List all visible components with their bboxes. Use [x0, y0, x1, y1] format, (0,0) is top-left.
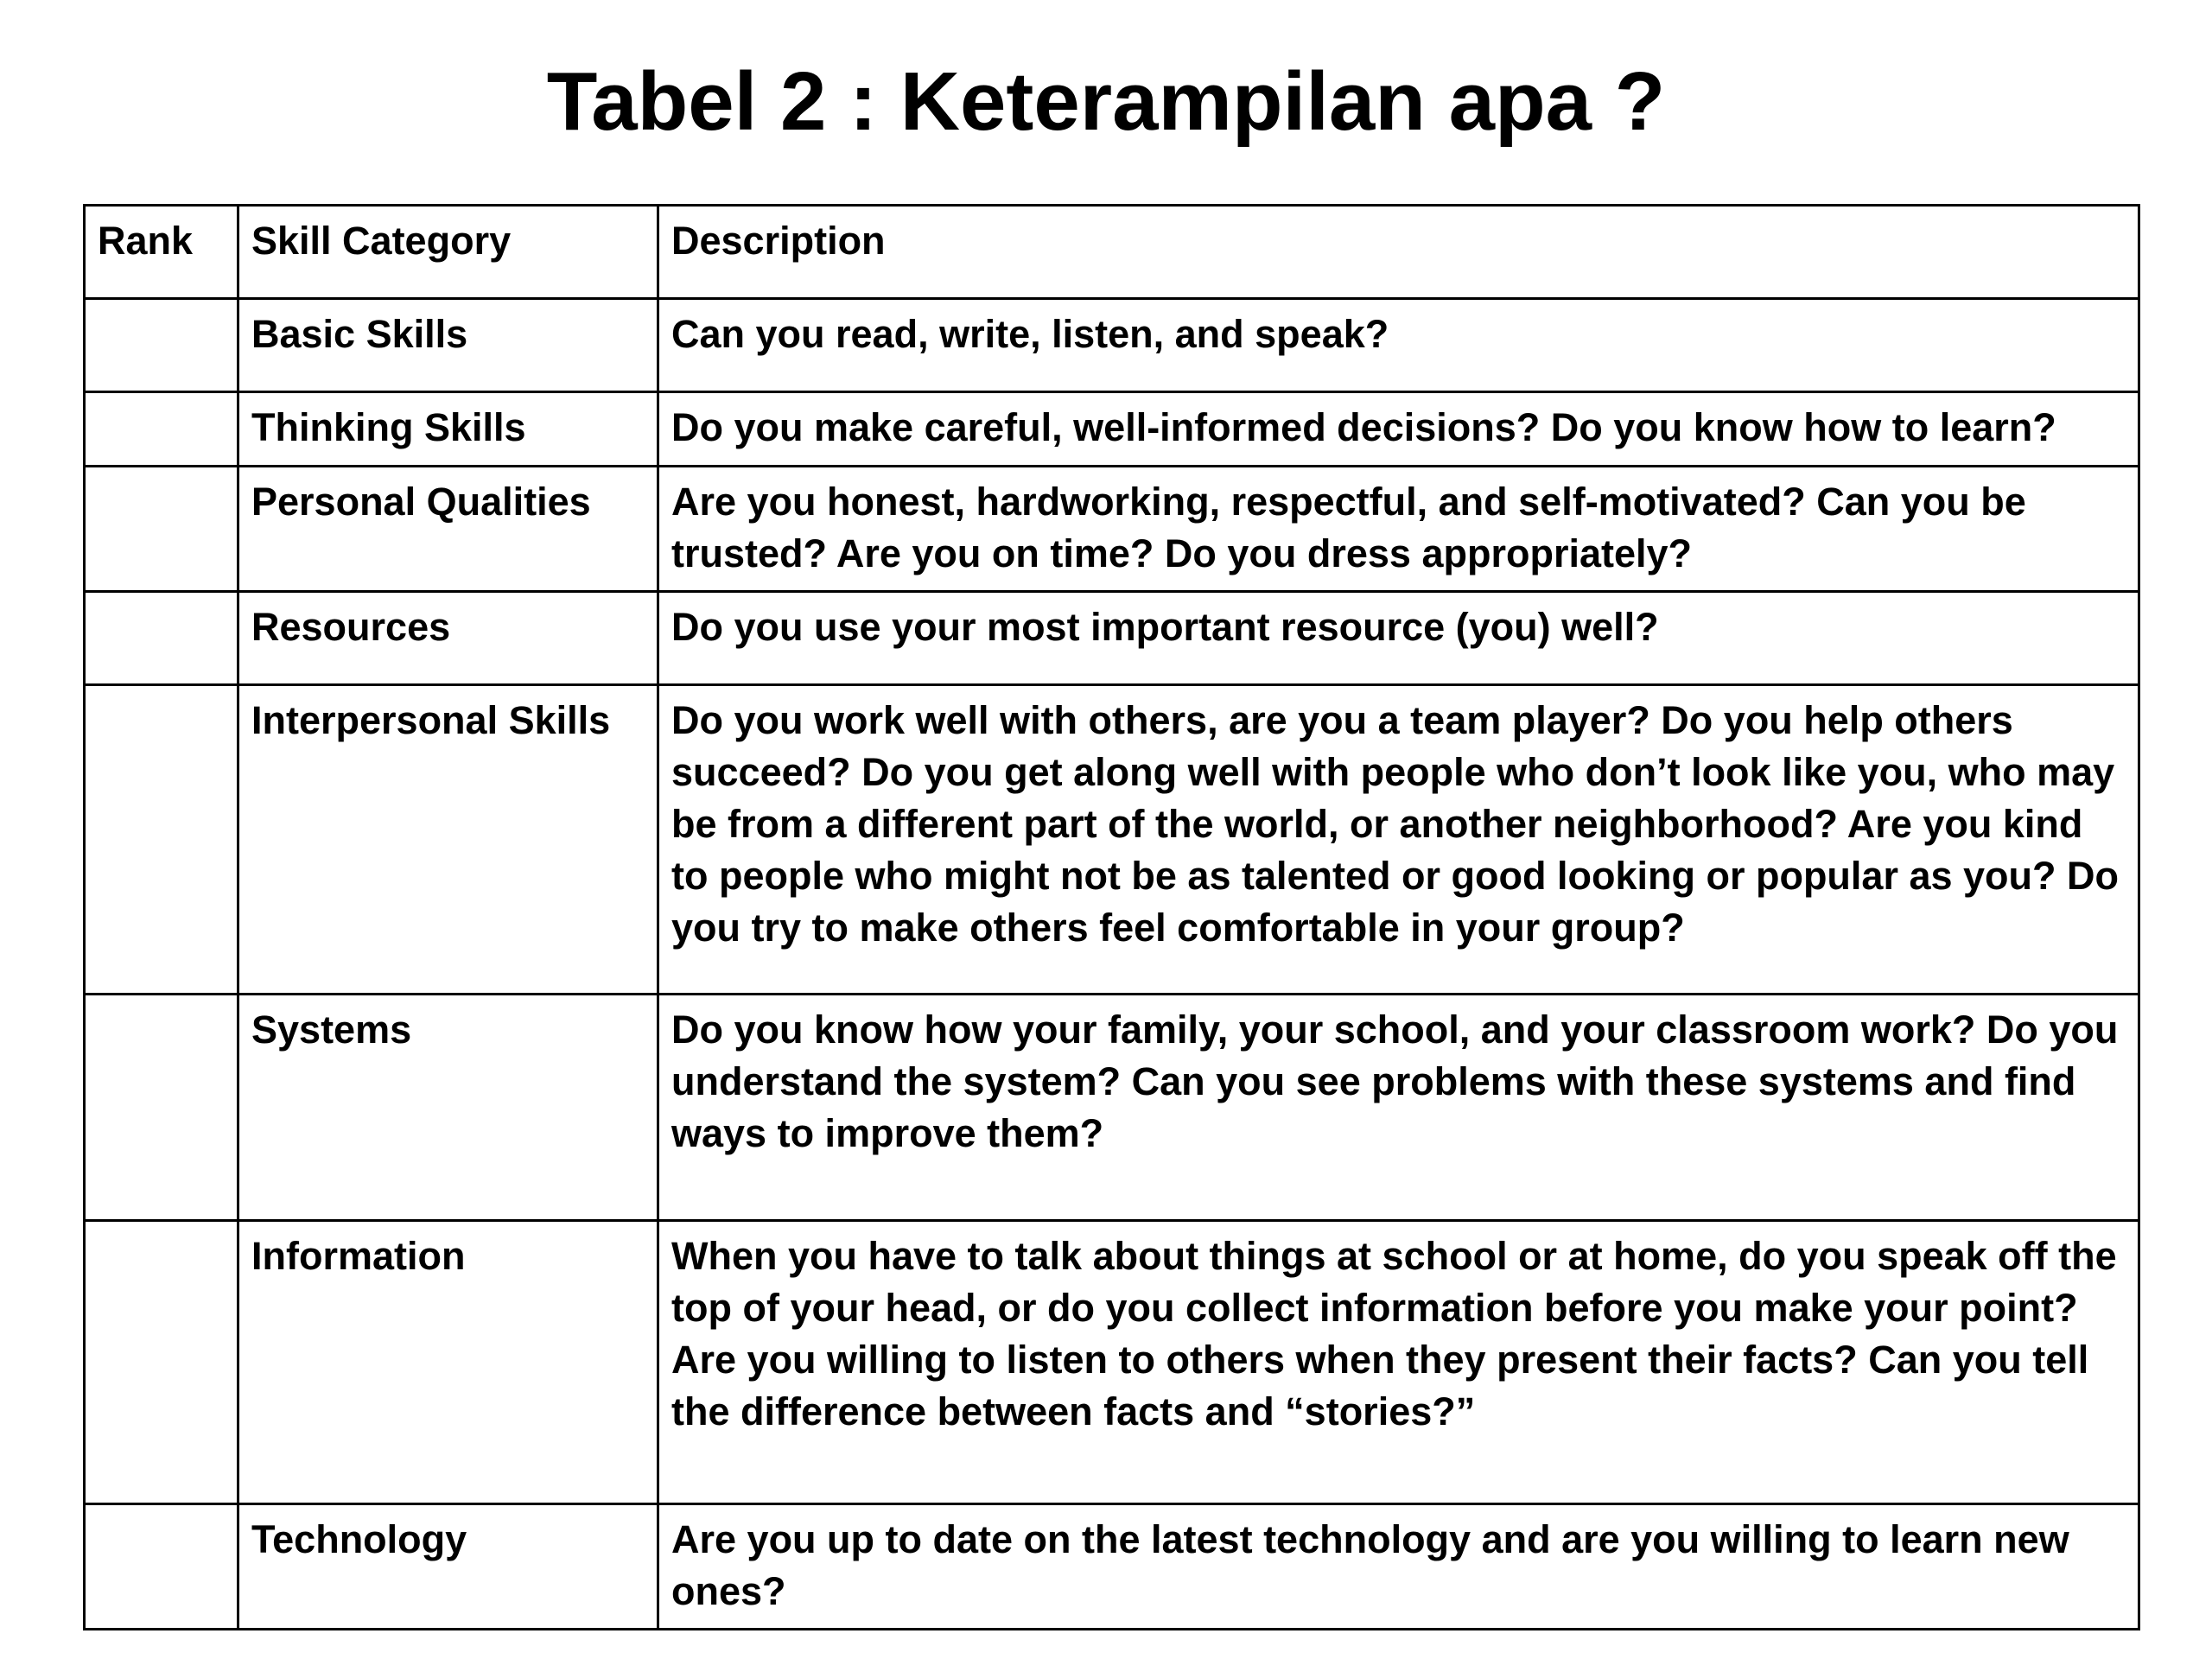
description-cell: When you have to talk about things at school or at home, do you speak off the top of your head, or do you collect information before you make your point? Are you willing to listen to others when they present their facts? Can you tell the difference between facts and “stories?”	[658, 1221, 2139, 1504]
skill-category-cell: Systems	[238, 995, 658, 1221]
table-row	[85, 592, 2139, 685]
rank-cell	[85, 685, 238, 995]
rank-cell	[85, 1504, 238, 1630]
description-cell: Are you up to date on the latest technology and are you willing to learn new ones?	[658, 1504, 2139, 1630]
rank-cell	[85, 995, 238, 1221]
table-row	[85, 1504, 2139, 1630]
rank-cell	[85, 592, 238, 685]
rank-cell	[85, 299, 238, 392]
skill-category-cell: Technology	[238, 1504, 658, 1630]
rank-cell	[85, 392, 238, 467]
table-row	[85, 467, 2139, 592]
table-row	[85, 685, 2139, 995]
page-title: Tabel 2 : Keterampilan apa ?	[546, 55, 1666, 148]
rank-cell	[85, 1221, 238, 1504]
skill-category-cell: Interpersonal Skills	[238, 685, 658, 995]
skill-category-cell: Personal Qualities	[238, 467, 658, 592]
table-row	[85, 392, 2139, 467]
skill-category-cell: Basic Skills	[238, 299, 658, 392]
description-cell: Do you use your most important resource (you) well?	[658, 592, 2139, 685]
description-cell: Are you honest, hardworking, respectful, and self-motivated? Can you be trusted? Are you on time? Do you dress appropriately?	[658, 467, 2139, 592]
header-description: Description	[658, 206, 2139, 299]
description-cell: Can you read, write, listen, and speak?	[658, 299, 2139, 392]
description-cell: Do you make careful, well-informed decisions? Do you know how to learn?	[658, 392, 2139, 467]
table-row	[85, 1221, 2139, 1504]
description-cell: Do you work well with others, are you a team player? Do you help others succeed? Do you get along well with people who don’t look like you, who may be from a different part of the world, or another neighborhood? Are you kind to people who might not be as talented or good looking or popular as you? Do you try to make others feel comfortable in your group?	[658, 685, 2139, 995]
rank-cell	[85, 467, 238, 592]
skills-table	[83, 204, 2140, 1630]
table-row	[85, 299, 2139, 392]
header-skill-category: Skill Category	[238, 206, 658, 299]
skill-category-cell: Thinking Skills	[238, 392, 658, 467]
description-cell: Do you know how your family, your school, and your classroom work? Do you understand the system? Can you see problems with these systems and find ways to improve them?	[658, 995, 2139, 1221]
skill-category-cell: Resources	[238, 592, 658, 685]
skill-category-cell: Information	[238, 1221, 658, 1504]
table-header-row	[85, 206, 2139, 299]
table-row	[85, 995, 2139, 1221]
header-rank: Rank	[85, 206, 238, 299]
